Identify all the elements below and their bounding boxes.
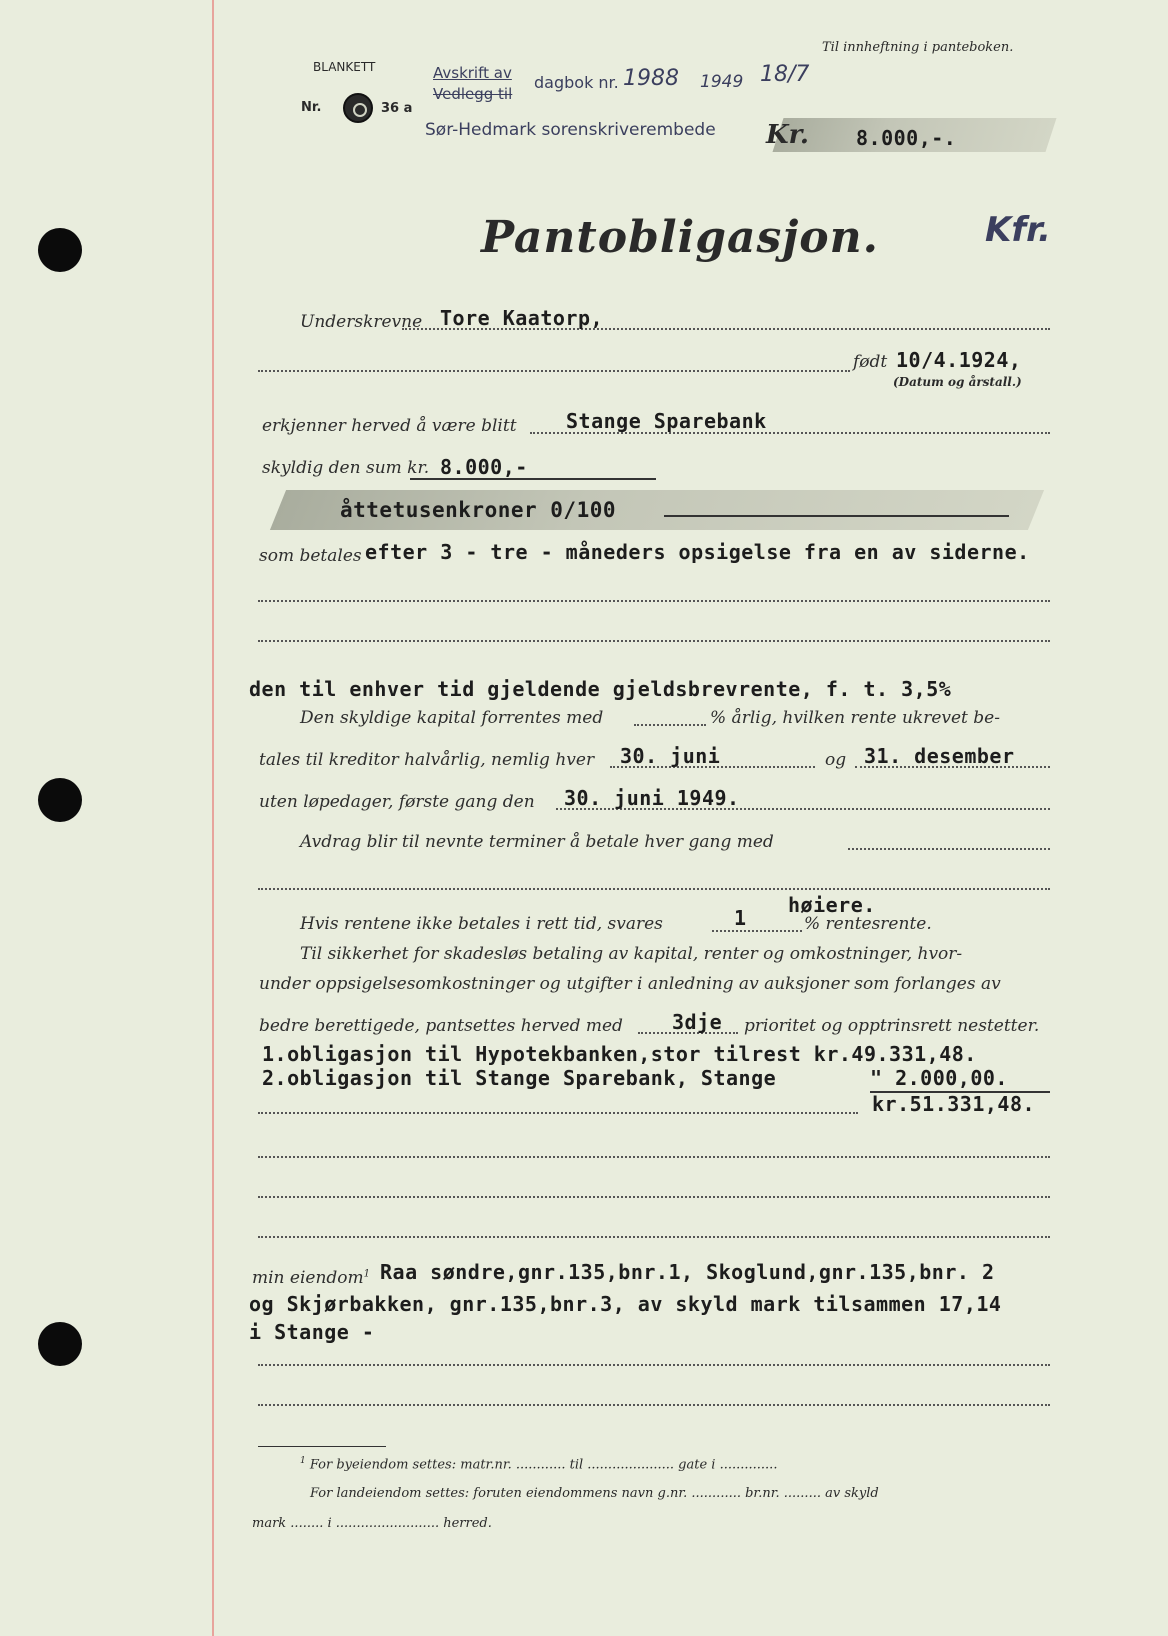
bedre-label: bedre berettigede, pantsettes herved med (259, 1016, 623, 1036)
obligation-2-amount: " 2.000,00. (870, 1066, 1008, 1090)
dotted-line (258, 640, 1050, 642)
avdrag-label: Avdrag blir til nevnte terminer å betale hver gang med (300, 832, 774, 852)
obligation-total: kr.51.331,48. (872, 1092, 1036, 1116)
eiendom-line-2: og Skjørbakken, gnr.135,bnr.3, av skyld mark tilsammen 17,14 (249, 1292, 1002, 1316)
lopedager-value: 30. juni 1949. (564, 786, 740, 810)
footnote-line-2: For landeiendom settes: foruten eiendommens navn g.nr. ............ br.nr. ......... av skyld (310, 1486, 879, 1501)
bedre-rest: prioritet og opptrinsrett nestetter. (744, 1016, 1040, 1036)
punch-hole (38, 1322, 82, 1366)
dotted-line (848, 848, 1050, 850)
hvis-value: 1 (734, 906, 747, 930)
dagbok-label: dagbok nr. (534, 73, 619, 92)
dotted-line (258, 370, 850, 372)
bedre-value: 3dje (672, 1010, 723, 1034)
footnote-line-1 (300, 1456, 777, 1472)
underskrevne-value: Tore Kaatorp, (440, 306, 604, 330)
kapital-rest: % årlig, hvilken rente ukrevet be- (710, 708, 1000, 728)
hvis-above: høiere. (788, 893, 876, 917)
fodt-value: 10/4.1924, (896, 348, 1022, 372)
dotted-line (258, 1236, 1050, 1238)
obligation-1: 1.obligasjon til Hypotekbanken,stor tilrest kr.49.331,48. (262, 1042, 977, 1066)
kr-label: Kr. (766, 120, 809, 150)
kreditor-label: tales til kreditor halvårlig, nemlig hver (259, 750, 595, 770)
betales-label: som betales (259, 546, 362, 566)
dotted-line (258, 1196, 1050, 1198)
dotted-line (712, 930, 802, 932)
kreditor-second: 31. desember (864, 744, 1015, 768)
skyldig-value: 8.000,- (440, 455, 528, 479)
rente-line: den til enhver tid gjeldende gjeldsbrevrente, f. t. 3,5% (249, 677, 952, 701)
blankett-label: BLANKETT (313, 60, 376, 74)
nr-label: Nr. (301, 100, 322, 115)
betales-value: efter 3 - tre - måneders opsigelse fra en av siderne. (365, 540, 1030, 564)
eiendom-label-text: min eiendom (252, 1268, 364, 1288)
dotted-line (258, 1404, 1050, 1406)
top-note: Til innheftning i panteboken. (822, 40, 1014, 55)
hvis-rest: % rentesrente. (804, 914, 932, 934)
vedlegg-label: Vedlegg til (433, 85, 513, 103)
eiendom-footnote-ref: 1 (363, 1268, 371, 1280)
office-name: Sør-Hedmark sorenskriverembede (425, 120, 716, 140)
punch-hole (38, 228, 82, 272)
dotted-line (634, 724, 706, 726)
document-title: Pantobligasjon. (481, 212, 879, 263)
eiendom-label (252, 1268, 370, 1288)
handwritten-note: Kfr. (985, 210, 1051, 250)
kreditor-og: og (825, 750, 847, 770)
words-value: åttetusenkroner 0/100 (340, 498, 617, 522)
sikkerhet-line-2: under oppsigelsesomkostninger og utgifter i anledning av auksjoner som forlanges av (259, 974, 1001, 994)
kreditor-first: 30. juni (620, 744, 721, 768)
dotted-line (258, 1112, 858, 1114)
header-amount: 8.000,-. (856, 126, 957, 150)
punch-hole (38, 778, 82, 822)
words-underline (664, 515, 1009, 517)
dotted-line (258, 600, 1050, 602)
avskrift-label: Avskrift av (433, 64, 512, 82)
dotted-line (258, 888, 1050, 890)
dotted-line (258, 1156, 1050, 1158)
obligation-2: 2.obligasjon til Stange Sparebank, Stange (262, 1066, 777, 1090)
hvis-label: Hvis rentene ikke betales i rett tid, svares (300, 914, 663, 934)
erkjenner-label: erkjenner herved å være blitt (262, 416, 517, 436)
lopedager-label: uten løpedager, første gang den (259, 792, 535, 812)
eiendom-line-3: i Stange - (249, 1320, 375, 1344)
dagbok-date: 18/7 (760, 62, 810, 87)
footnote-text-1: For byeiendom settes: matr.nr. ............ til ..................... gate i .............. (309, 1457, 778, 1473)
dotted-line (258, 1364, 1050, 1366)
skyldig-label: skyldig den sum kr. (262, 458, 430, 478)
erkjenner-value: Stange Sparebank (566, 409, 767, 433)
footnote-rule (258, 1446, 386, 1447)
eiendom-line-1: Raa søndre,gnr.135,bnr.1, Skoglund,gnr.135,bnr. 2 (380, 1260, 995, 1284)
fodt-label: født (853, 352, 888, 372)
footnote-line-3: mark ........ i ......................... herred. (252, 1516, 492, 1531)
dagbok-number: 1988 (623, 66, 679, 91)
underskrevne-label: Underskrevne (300, 312, 423, 332)
sikkerhet-line-1: Til sikkerhet for skadesløs betaling av kapital, renter og omkostninger, hvor- (300, 944, 963, 964)
footnote-marker: 1 (300, 1456, 306, 1466)
kapital-label: Den skyldige kapital forrentes med (300, 708, 604, 728)
dagbok-year: 1949 (700, 72, 744, 92)
margin-rule (212, 0, 214, 1636)
royal-stamp-icon (343, 93, 373, 123)
datum-note: (Datum og årstall.) (893, 375, 1022, 389)
form-number: 36 a (381, 101, 413, 116)
